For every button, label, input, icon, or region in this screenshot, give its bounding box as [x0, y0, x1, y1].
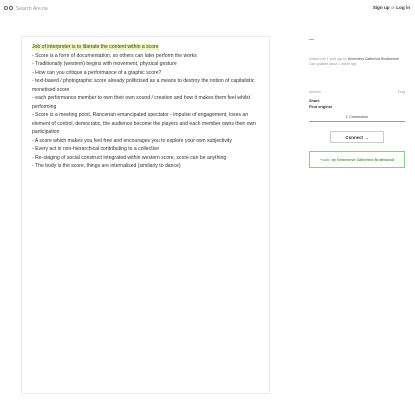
search-input[interactable] [16, 4, 166, 13]
block-line: - each performance member to own their own sound / creation and how it makes them feel whilst performing [32, 95, 251, 110]
find-original-link[interactable]: Find original [309, 104, 332, 109]
arena-logo-icon[interactable] [4, 5, 14, 11]
block-metadata [309, 57, 405, 66]
block-line: - The body is the score, things are internalised (similarly to dance) [32, 163, 181, 169]
connections-tab[interactable]: 1 Connection [309, 115, 405, 122]
block-title: — [309, 37, 314, 43]
auth-links [373, 5, 410, 10]
block-sidebar [309, 36, 405, 168]
channel-title: *radio [320, 157, 330, 162]
updated-text: Last updated about 1 month ago [309, 61, 357, 66]
block-line: - Traditionally (western) begins with movement, physical gesture [32, 61, 177, 67]
actions-label: Actions [309, 90, 321, 94]
added-text: Added over 1 year ago by [309, 57, 347, 61]
flag-link[interactable]: Flag [398, 90, 405, 94]
share-link[interactable]: Share [309, 99, 320, 103]
connected-channel-card[interactable] [309, 151, 405, 168]
text-block [21, 36, 270, 394]
connect-button[interactable]: Connect → [330, 131, 384, 143]
block-line: - How can you critique a performance of a graphic score? [32, 69, 162, 76]
or-text: or [390, 5, 395, 10]
log-in-link[interactable]: Log in [396, 5, 410, 10]
block-line: - Every act is non-hierarchical contributing to a collective [32, 146, 160, 152]
author-link[interactable]: Genevieve Catherine Brothwood [347, 57, 399, 61]
sign-up-link[interactable]: Sign up [372, 5, 390, 10]
block-text-content [32, 43, 264, 171]
block-line: - Score is a form of documentation, so others can later perform the works [32, 52, 197, 59]
channel-author: by Genevieve Catherine Brothwood [331, 157, 394, 162]
top-bar [0, 0, 415, 18]
block-line: - text-based / photographic score already politicised as a means to destroy the notion of capitalistic monetised score [32, 78, 255, 93]
block-line: - Score is a meeting point, Rancerian emancipated spectator - impulse of engagement, loses an element of control, democratic, the audience become the players and each member owns their own participation [32, 112, 256, 135]
block-line: - Re-staging of social construct integrated within western score, score can be anything [32, 154, 227, 161]
block-line: - A score which makes you feel free and encourages you to explore your own subjectivity [32, 137, 232, 144]
actions-header [309, 90, 405, 94]
block-line-highlighted: Job of interpreter is to liberate the content within a score [32, 44, 159, 50]
